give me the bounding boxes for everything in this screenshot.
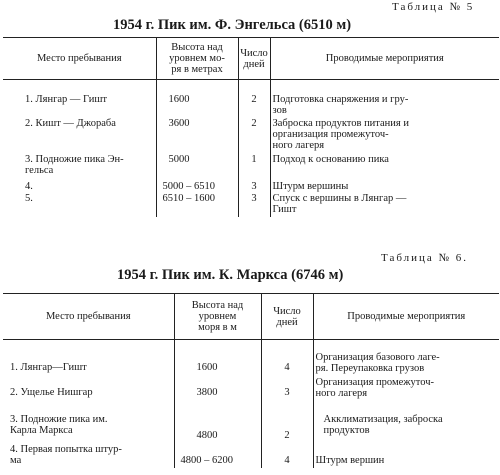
table-6-title: 1954 г. Пик им. К. Маркса (6746 м) — [117, 267, 344, 283]
table-5-title: 1954 г. Пик им. Ф. Энгельса (6510 м) — [113, 17, 352, 33]
table-6-row-1-height: 1600 — [174, 352, 261, 377]
table-6-row-2-place: 2. Ущелье Нишгар — [10, 386, 93, 398]
table-row — [3, 352, 499, 377]
table-5-row-1-activity: Подготовка снаряжения и гру- зов — [270, 94, 499, 118]
table-6-row-1-days: 4 — [261, 352, 313, 377]
table-5-header-activities: Проводимые мероприятия — [270, 38, 499, 80]
table-5-header-height: Высота над уровнем мо- ря в метрах — [156, 38, 238, 80]
table-5-row-4-place: 4. — [25, 180, 33, 192]
table-6-row-1-place: 1. Лянгар—Гишт — [10, 361, 87, 373]
table-5-row-1-days: 2 — [238, 94, 270, 118]
table-5-header-row — [3, 38, 499, 80]
table-row — [3, 154, 499, 181]
table-row — [3, 193, 499, 217]
table-6-row-2-days: 3 — [261, 377, 313, 414]
table-row — [3, 94, 499, 118]
table-6-header-activities: Проводимые мероприятия — [313, 294, 499, 340]
table-5-row-2-days: 2 — [238, 118, 270, 154]
table-6-header-row — [3, 294, 499, 340]
table-5-row-4-days: 3 — [238, 181, 270, 193]
table-row — [3, 377, 499, 414]
table-row — [3, 444, 499, 468]
table-5-row-3-activity: Подход к основанию пика — [270, 154, 499, 181]
table-5-row-2-height: 3600 — [156, 118, 238, 154]
table-5-row-1-height: 1600 — [156, 94, 238, 118]
table-6-row-3-days: 2 — [261, 414, 313, 444]
table-5 — [3, 37, 499, 217]
table-5-header-place: Место пребывания — [3, 38, 156, 80]
table-5-label: Таблица № 5 — [392, 1, 475, 13]
table-row — [3, 181, 499, 193]
table-5-row-2-place: 2. Кишт — Джораба — [25, 117, 116, 129]
table-5-row-3-height: 5000 — [156, 154, 238, 181]
table-5-row-5-place: 5. — [25, 192, 33, 204]
table-5-row-5-activity: Спуск с вершины в Лянгар — Гишт — [270, 193, 499, 217]
table-6-row-4-height: 4800 – 6200 — [174, 444, 261, 468]
table-6-row-2-activity: Организация промежуточ- ного лагеря — [313, 377, 499, 414]
table-5-row-5-days: 3 — [238, 193, 270, 217]
table-row — [3, 414, 499, 444]
table-6-row-4-place: 4. Первая попытка штур- ма — [10, 443, 122, 466]
table-6-row-1-activity: Организация базового лаге- ря. Переупаковка грузов — [313, 352, 499, 377]
table-6-label: Таблица № 6. — [381, 252, 469, 264]
table-6-row-3-height: 4800 — [174, 414, 261, 444]
table-5-row-1-place: 1. Лянгар — Гишт — [25, 93, 108, 105]
table-6-row-4-days: 4 — [261, 444, 313, 468]
table-5-row-3-place: 3. Подножие пика Эн- гельса — [25, 153, 124, 176]
table-6-row-3-place: 3. Подножие пика им. Карла Маркса — [10, 413, 108, 436]
table-5-row-5-height: 6510 – 1600 — [156, 193, 238, 217]
table-6-header-days: Число дней — [261, 294, 313, 340]
table-6-header-place: Место пребывания — [3, 294, 174, 340]
table-5-row-4-height: 5000 – 6510 — [156, 181, 238, 193]
table-6-header-height: Высота над уровнем моря в м — [174, 294, 261, 340]
table-5-row-4-activity: Штурм вершины — [270, 181, 499, 193]
table-5-row-2-activity: Заброска продуктов питания и организация промежуточ- ного лагеря — [270, 118, 499, 154]
table-6-row-4-activity: Штурм вершин — [313, 444, 499, 468]
table-row — [3, 118, 499, 154]
table-6 — [3, 293, 499, 468]
table-5-row-3-days: 1 — [238, 154, 270, 181]
table-5-header-days: Число дней — [238, 38, 270, 80]
table-6-row-2-height: 3800 — [174, 377, 261, 414]
table-6-row-3-activity: Акклиматизация, заброска продуктов — [313, 414, 499, 444]
